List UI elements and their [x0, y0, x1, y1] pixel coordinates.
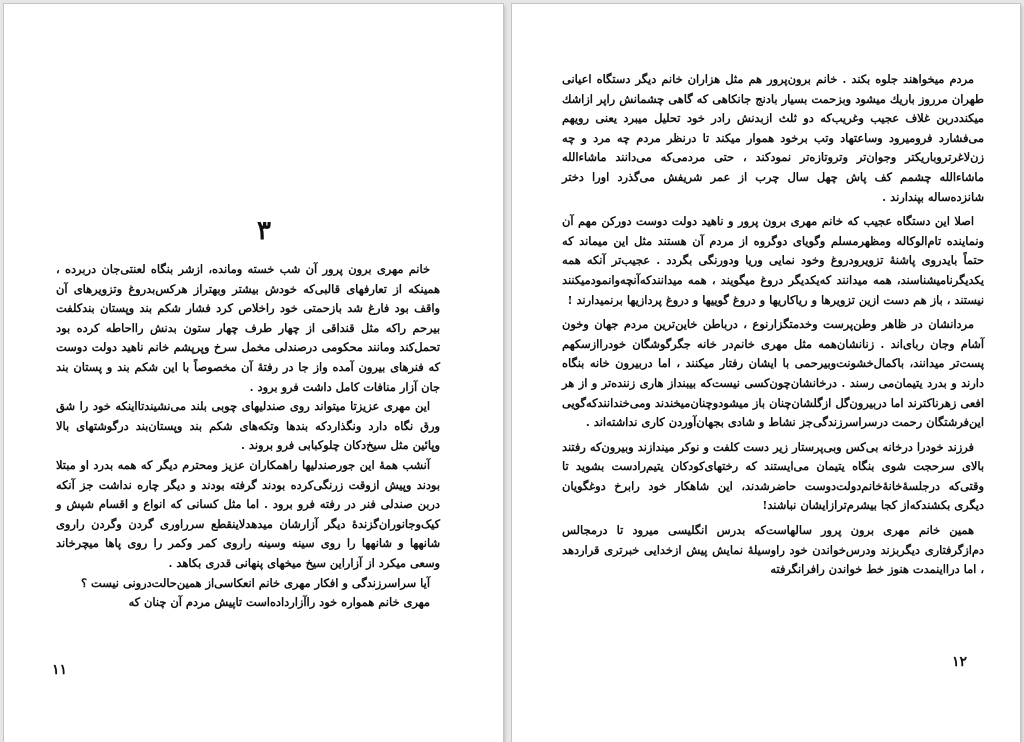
paragraph: اصلا این دستگاه عجیب که خانم مهری برون پرور و ناهید دولت دوست دورکن مهم آن ونماینده تام‌الوکاله ومظهرمسلم وگویای دوگروه از مردم آن هستند مثل این میماند که حتماً بایدروی پاشنهٔ تزویرودروغ وخود نمایی وریا ودورنگی بگردد . عجیب‌تر آنکه همه یکدیگرنامیشناسند، همه میدانند که‌یکدیگر دروغ میگویند ، همه میدانندکه‌آنچه‌وانمودمیکنند نیستند ، باز هم دست ازین تزویرها و ریاکاریها و دروغ گوییها و دروغ پردازیها برنمیدارند !	[562, 214, 984, 307]
paragraph: آنشب همهٔ این جورصندلیها راهمکاران عزیز ومحترم دیگر که همه بدرد او مبتلا بودند وپیش ازوقت زرنگی‌کرده بودند گرفته بودند و دیگر چاره نداشت جز آنکه دربن صندلی فنر در رفته فرو برود . اما مثل کسانی که انواع و اقسام شپش و کیک‌وجانوران‌گزندهٔ دیگر آزارشان میدهدلاینقطع سرراوری گردن وگردن راروی شانهها و شانهها را روی سینه وسینه راروی کمر وکمر را روی پاها میچرخاند وسعی میکرد از آزاراین سیخ میخهای پنهانی قدری بکاهد .	[56, 457, 440, 570]
page-number: ۱۲	[952, 654, 968, 670]
chapter-number: ۳	[257, 216, 271, 246]
right-page	[512, 4, 1020, 742]
paragraph: مهری خانم همواره خود راآزارداده‌است تاپیش مردم آن چنان که	[128, 595, 430, 610]
paragraph: این مهری عزیزتا میتواند روی صندلیهای چوبی بلند می‌نشیندتااینکه خود را شق ورق نگاه دارد ونگذاردکه بندها وتکه‌های شکم بند وپستان‌بند درگوشتهای بالا وپائین مثل سیخ‌دکان چلوکبابی فرو بروند .	[56, 399, 440, 453]
paragraph: مردم میخواهند جلوه بکند . خانم برون‌پرور هم مثل هزاران خانم دیگر دستگاه اعیانی طهران مرروز باریك میشود وبزحمت بسیار بادنج جانکاهی که گاهی چشمانش راپر ازاشك میکنددربن غلاف عجیب وغریب‌که دو ثلث ازبدنش رادر خود تحلیل میبرد یعنی رویهم می‌فشارد فرومیرود وساعتهاد وتب برخود هموار میکند تا درنظر مردم چه مرد و چه زن‌لاغرتروباریکتر وجوان‌تر وترو‌تازه‌تر نمودکند ، حتی مردمی‌که می‌دانند ماشاءالله ماشاءالله چشمم کف پاش چهل سال چرب از عمر شریفش می‌گذرد اورا دختر شانزده‌ساله بپندارند .	[562, 72, 984, 204]
paragraph: آیا سراسرزندگی و افکار مهری خانم انعکاسی‌از همین‌حالت‌درونی نیست ؟	[81, 575, 430, 590]
paragraph: خانم مهری برون پرور آن شب خسته ومانده، ازشر بنگاه لعنتی‌جان دربرده ، همینکه از تعارفهای قالبی‌که خودش بیشتر وبهتراز هرکس‌بدروغ وتزویرهای آن واقف بود فارغ شد بازحمتی خود راخلاص کرد فشار شکم بند وپستان بندکلفت بیرحم راکه مثل قنداقی از چهار طرف چهار ستون بدنش رااحاطه کرده بود تحمل‌کند ومانند محکومی درصندلی مخمل سرخ وپرپشم خانم ناهید دولت دوست که فنرهای بیرون آمده واز جا در رفتهٔ آن مخصوصاً با این شکم بند و پستان بند جان آزار منافات کامل داشت فرو برود .	[56, 262, 440, 394]
page-number: ۱۱	[52, 662, 68, 678]
left-page-body	[56, 260, 440, 613]
left-page	[4, 4, 503, 742]
paragraph: فرزند خودرا درخانه بی‌کس وبی‌پرستار زیر دست کلفت و نوکر میندازند وبیرون‌که رفتند بالای سرحجت شوی بنگاه یتیمان می‌ایستند که رختهای‌کودکان یتیم‌رادست بشوید تا وقتی‌که درجلسهٔ‌خانهٔ‌خانم‌دولت‌دوست حاضرشدند، این شاهکار خود رابرخ دوغگویان دیگری بکشندکه‌از کجا بیشرم‌ترازایشان نباشند!	[562, 439, 984, 513]
paragraph: همین خانم مهری برون پرور سالهاست‌که بدرس انگلیسی میرود تا درمجالس دم‌ازگرفتاری دیگربزند ودرس‌خواندن خود راوسیلهٔ نمایش پیش ازخدایی خبرتری قراردهد ، اما درااینمدت هنوز خط خواندن رافرانگرفته	[562, 523, 984, 577]
paragraph: مردانشان در ظاهر وطن‌پرست وخدمتگزارنوع ، درباطن خاین‌ترین مردم جهان وخون آشام وجان ربای‌اند . زنانشان‌همه مثل مهری خانم‌در خانه جگرگوشگان خودرااز‌سکهم پست‌تر میدانند، باکمال‌خشونت‌وبیرحمی با ایشان رفتار میکنند ، اما دربیرون خانه بنگاه دارند و بدرد یتیمان‌می رسند . درخانشان‌چون‌کسی نیست‌که بیبنداز هاری زننده‌تر و از هر افعی زهرناکتر‌ند اما دربیرون‌گل ازگلشان‌چنان باز میشودوچنان‌میخندند ومی‌خندانندکه‌گویی این‌فرشتگان رحمت درسراسرزندگی‌جز نشاط و شادی بجهان‌آوردن کاری نداشته‌اند .	[562, 317, 984, 430]
right-page-body	[562, 70, 984, 580]
